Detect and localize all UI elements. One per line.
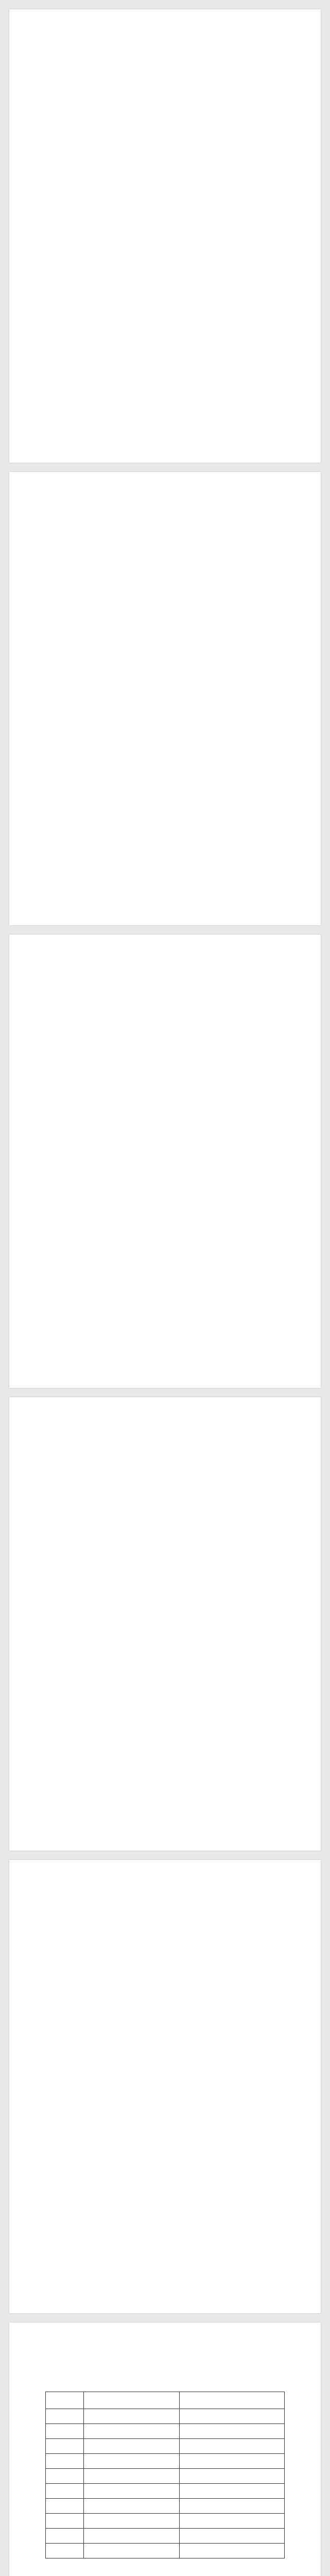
table-row — [46, 2424, 285, 2439]
paragraph — [45, 1705, 285, 1717]
paragraph — [45, 1131, 285, 1143]
paragraph — [45, 1918, 285, 1929]
paragraph — [45, 1469, 285, 1481]
paragraph — [45, 863, 285, 875]
paragraph — [45, 1326, 285, 1338]
page-body — [45, 1427, 285, 1851]
paragraph — [45, 599, 285, 611]
paragraph — [45, 445, 285, 457]
paragraph — [45, 1945, 285, 1957]
table-cell — [179, 2529, 284, 2544]
appendix-table-title — [45, 2372, 285, 2384]
paragraph — [45, 1257, 285, 1268]
table-row — [46, 2529, 285, 2544]
paragraph — [45, 1104, 285, 1115]
paragraph — [45, 1775, 285, 1787]
document-page — [9, 1860, 321, 2313]
paragraph — [45, 891, 285, 903]
paragraph — [45, 1650, 285, 1662]
appendix-label — [45, 2352, 285, 2365]
table-cell — [46, 2424, 84, 2439]
paragraph — [45, 334, 285, 346]
table-cell — [46, 2454, 84, 2469]
page-body — [45, 1890, 285, 2027]
appendix-table — [45, 2392, 285, 2558]
paragraph — [45, 1284, 285, 1296]
appendix-page — [9, 2323, 321, 2576]
page-body — [45, 83, 285, 463]
page-body — [45, 964, 285, 1388]
table-cell — [84, 2544, 180, 2558]
paragraph — [45, 1354, 285, 1366]
paragraph — [45, 1664, 285, 1675]
paragraph — [45, 1931, 285, 1943]
paragraph — [45, 459, 285, 463]
paragraph — [45, 1691, 285, 1703]
paragraph — [45, 389, 285, 401]
table-cell — [179, 2514, 284, 2529]
paragraph — [45, 1761, 285, 1773]
table-cell — [84, 2409, 180, 2424]
paragraph — [45, 1511, 285, 1522]
paragraph — [45, 502, 285, 514]
paragraph — [45, 209, 285, 221]
paragraph — [45, 83, 285, 95]
table-cell — [179, 2424, 284, 2439]
title-line-1 — [45, 39, 285, 55]
paragraph — [45, 1006, 285, 1018]
paragraph — [45, 1034, 285, 1046]
paragraph — [45, 1959, 285, 1971]
table-row — [46, 2454, 285, 2469]
paragraph — [45, 1427, 285, 1439]
paragraph — [45, 223, 285, 234]
paragraph — [45, 877, 285, 889]
table-cell — [46, 2499, 84, 2514]
paragraph — [45, 1187, 285, 1199]
paragraph — [45, 153, 285, 165]
paragraph — [45, 1719, 285, 1731]
table-cell — [46, 2409, 84, 2424]
table-header-row — [46, 2392, 285, 2409]
paragraph — [45, 710, 285, 722]
table-cell — [46, 2544, 84, 2558]
paragraph — [45, 97, 285, 109]
paragraph — [45, 794, 285, 806]
document-title — [45, 39, 285, 70]
table-cell — [46, 2484, 84, 2499]
paragraph — [45, 1201, 285, 1213]
table-cell — [179, 2484, 284, 2499]
paragraph — [45, 1594, 285, 1606]
paragraph — [45, 1904, 285, 1916]
appendix-table-body — [46, 2409, 285, 2558]
table-cell — [46, 2514, 84, 2529]
paragraph — [45, 808, 285, 820]
paragraph — [45, 724, 285, 736]
table-row — [46, 2469, 285, 2484]
paragraph — [45, 417, 285, 429]
paragraph — [45, 1048, 285, 1060]
document-page — [9, 1397, 321, 1851]
paragraph — [45, 1117, 285, 1129]
paragraph — [45, 836, 285, 848]
paragraph — [45, 557, 285, 569]
paragraph — [45, 978, 285, 990]
paragraph — [45, 2001, 285, 2013]
table-cell — [84, 2454, 180, 2469]
paragraph — [45, 1090, 285, 1101]
paragraph — [45, 1636, 285, 1648]
paragraph — [45, 292, 285, 304]
paragraph — [45, 403, 285, 415]
paragraph — [45, 1497, 285, 1509]
paragraph — [45, 236, 285, 248]
paragraph — [45, 362, 285, 374]
paragraph — [45, 1580, 285, 1592]
paragraph — [45, 613, 285, 625]
table-row — [46, 2499, 285, 2514]
document-page — [9, 9, 321, 463]
paragraph — [45, 1973, 285, 1985]
paragraph — [45, 544, 285, 555]
paragraph — [45, 738, 285, 750]
paragraph — [45, 278, 285, 290]
table-cell — [179, 2439, 284, 2454]
paragraph — [45, 250, 285, 262]
paragraph — [45, 655, 285, 667]
paragraph — [45, 697, 285, 708]
paragraph — [45, 1622, 285, 1634]
paragraph — [45, 752, 285, 764]
paragraph — [45, 905, 285, 917]
paragraph — [45, 1020, 285, 1032]
paragraph — [45, 1145, 285, 1157]
paragraph — [45, 530, 285, 541]
paragraph — [45, 669, 285, 681]
table-row — [46, 2409, 285, 2424]
paragraph — [45, 1229, 285, 1241]
paragraph — [45, 1173, 285, 1185]
paragraph — [45, 1076, 285, 1088]
table-cell — [84, 2439, 180, 2454]
paragraph — [45, 1677, 285, 1689]
paragraph — [45, 1538, 285, 1550]
paragraph — [45, 1270, 285, 1282]
table-cell — [84, 2499, 180, 2514]
paragraph — [45, 431, 285, 443]
paragraph — [45, 627, 285, 639]
table-row — [46, 2514, 285, 2529]
column-header — [179, 2392, 284, 2409]
paragraph — [45, 1382, 285, 1388]
paragraph — [45, 1298, 285, 1310]
paragraph — [45, 1368, 285, 1380]
paragraph — [45, 1817, 285, 1828]
table-cell — [179, 2499, 284, 2514]
paragraph — [45, 1483, 285, 1495]
paragraph — [45, 376, 285, 387]
paragraph — [45, 1608, 285, 1620]
table-cell — [84, 2469, 180, 2484]
paragraph — [45, 320, 285, 332]
table-cell — [179, 2454, 284, 2469]
column-header — [84, 2392, 180, 2409]
paragraph — [45, 992, 285, 1004]
table-cell — [84, 2484, 180, 2499]
paragraph — [45, 1987, 285, 1999]
paragraph — [45, 2015, 285, 2027]
paragraph — [45, 641, 285, 653]
paragraph — [45, 264, 285, 276]
paragraph — [45, 167, 285, 179]
table-cell — [84, 2424, 180, 2439]
paragraph — [45, 571, 285, 583]
paragraph — [45, 1552, 285, 1564]
paragraph — [45, 139, 285, 151]
paragraph — [45, 348, 285, 360]
paragraph — [45, 1733, 285, 1745]
paragraph — [45, 964, 285, 976]
paragraph — [45, 306, 285, 318]
paragraph — [45, 822, 285, 834]
table-cell — [179, 2469, 284, 2484]
table-cell — [46, 2469, 84, 2484]
paragraph — [45, 1803, 285, 1815]
table-cell — [46, 2439, 84, 2454]
paragraph — [45, 683, 285, 694]
table-row — [46, 2439, 285, 2454]
paragraph — [45, 1441, 285, 1453]
paragraph — [45, 1566, 285, 1578]
table-cell — [179, 2544, 284, 2558]
document-page — [9, 935, 321, 1388]
paragraph — [45, 1062, 285, 1074]
page-body — [45, 502, 285, 925]
paragraph — [45, 919, 285, 925]
table-cell — [179, 2409, 284, 2424]
paragraph — [45, 1455, 285, 1467]
table-cell — [46, 2529, 84, 2544]
paragraph — [45, 1215, 285, 1227]
paragraph — [45, 1789, 285, 1801]
paragraph — [45, 125, 285, 137]
table-row — [46, 2484, 285, 2499]
paragraph — [45, 195, 285, 207]
paragraph — [45, 181, 285, 193]
paragraph — [45, 1524, 285, 1536]
paragraph — [45, 111, 285, 123]
paragraph — [45, 1831, 285, 1842]
document-page — [9, 472, 321, 925]
table-cell — [84, 2529, 180, 2544]
title-line-2 — [45, 55, 285, 70]
paragraph — [45, 516, 285, 528]
paragraph — [45, 585, 285, 597]
table-cell — [84, 2514, 180, 2529]
paragraph — [45, 766, 285, 778]
paragraph — [45, 850, 285, 861]
paragraph — [45, 1890, 285, 1902]
paragraph — [45, 1340, 285, 1352]
column-header — [46, 2392, 84, 2409]
paragraph — [45, 1747, 285, 1759]
paragraph — [45, 1243, 285, 1255]
paragraph — [45, 1312, 285, 1324]
paragraph — [45, 780, 285, 792]
paragraph — [45, 1844, 285, 1851]
table-row — [46, 2544, 285, 2558]
paragraph — [45, 1159, 285, 1171]
